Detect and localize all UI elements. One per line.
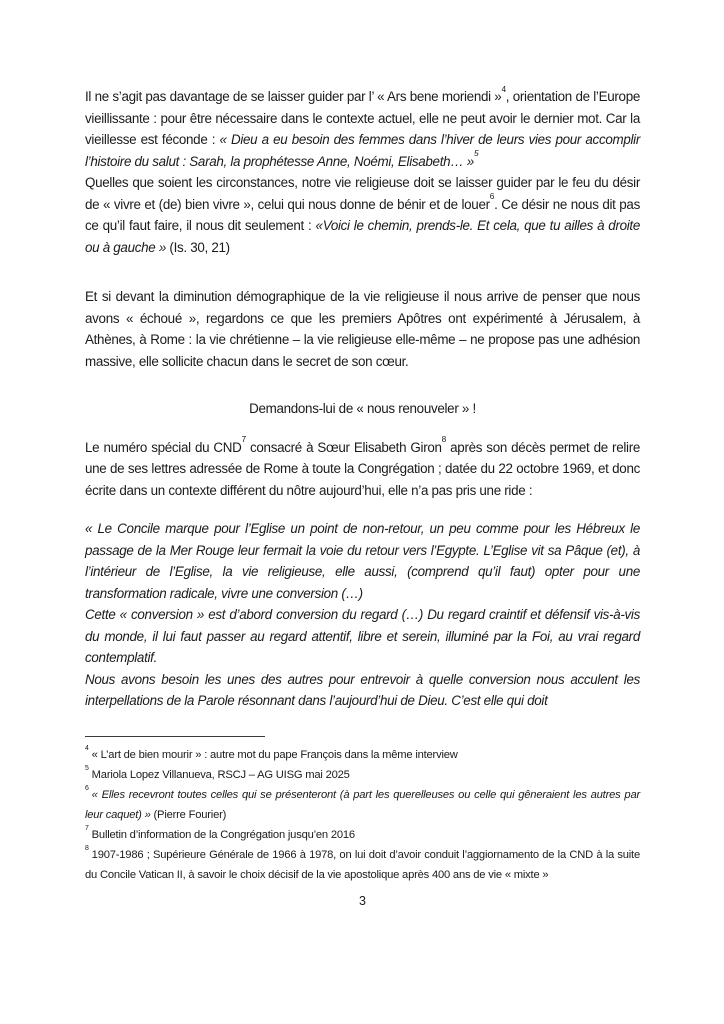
footnote-marker-6: 6 — [85, 784, 89, 792]
footnote-ref-4: 4 — [501, 83, 506, 94]
text-run: Le numéro spécial du CND — [85, 439, 242, 455]
footnote-attribution: (Pierre Fourier) — [153, 808, 227, 821]
quote-run: «Voici le chemin, prends-le. Et cela, que tu ailles à droite ou à gauche » — [85, 218, 640, 255]
paragraph-ars-bene-moriendi — [85, 83, 640, 172]
text-run: consacré à Sœur Elisabeth Giron — [245, 439, 442, 455]
footnote-marker-5: 5 — [85, 764, 89, 772]
quote-run: « Dieu a eu besoin des femmes dans l’hiver de leurs vies pour accomplir l’histoire du salut : Sarah, la prophétesse Anne, Noémi, Elisabeth… » — [85, 132, 640, 169]
footnote-marker-7: 7 — [85, 824, 89, 832]
footnote-marker-8: 8 — [85, 844, 89, 852]
paragraph-demandons — [85, 398, 640, 420]
footnote-7 — [85, 825, 640, 845]
quote-run: « Le Concile marque pour l’Eglise un point de non-retour, un peu comme pour les Hébreux le passage de la Mer Rouge leur fermait la voie du retour vers l’Egypte. L’Eglise vit sa Pâque (et), à l’intérieur de l’Eglise, la vie religieuse, elle aussi, (comprend qu’il faut) opter pour une transformation radicale, vivre une conversion (…) — [85, 521, 640, 601]
footnote-ref-8: 8 — [441, 434, 446, 445]
scripture-reference: (Is. 30, 21) — [169, 239, 230, 255]
footnote-text: « L’art de bien mourir » : autre mot du pape François dans la même interview — [91, 748, 458, 761]
footnote-separator — [85, 736, 265, 737]
quote-paragraph-concile — [85, 518, 640, 604]
text-run: . Ce désir ne nous dit pas ce qu’il faut faire, il nous dit seulement : — [85, 196, 640, 233]
quote-paragraph-besoin — [85, 669, 640, 712]
footnote-text: 1907-1986 ; Supérieure Générale de 1966 à 1978, on lui doit d’avoir conduit l’aggiornamento de la CND à la suite du Concile Vatican II, à savoir le choix décisif de la vie apostolique après 400 ans de vie « mixte » — [85, 848, 640, 881]
footnote-ref-6: 6 — [489, 191, 495, 202]
footnote-ref-5: 5 — [473, 148, 479, 159]
footnotes-section — [85, 745, 640, 885]
footnote-6 — [85, 785, 640, 825]
text-run: Il ne s’agit pas davantage de se laisser guider par l’ « Ars bene moriendi » — [85, 89, 502, 104]
paragraph-spacer — [85, 258, 640, 286]
paragraph-numero-special — [85, 434, 640, 502]
footnote-quote: « Elles recevront toutes celles qui se présenteront (à part les querelleuses ou celle qui gêneraient les autres par leur caquet) » — [85, 788, 640, 821]
quote-run: Cette « conversion » est d’abord conversion du regard (…) Du regard craintif et défensif vis-à-vis du monde, il lui faut passer au regard attentif, libre et serein, illuminé par la Foi, au vrai regard contemplatif. — [85, 607, 640, 665]
paragraph-spacer — [85, 420, 640, 437]
footnote-text: Bulletin d’information de la Congrégation jusqu’en 2016 — [91, 828, 355, 841]
page-number: 3 — [359, 893, 366, 908]
quote-paragraph-conversion — [85, 604, 640, 669]
centered-line: Demandons-lui de « nous renouveler » ! — [249, 401, 476, 416]
paragraph-spacer — [85, 372, 640, 398]
footnote-text: Mariola Lopez Villanueva, RSCJ – AG UISG mai 2025 — [91, 768, 350, 781]
paragraph-spacer — [85, 501, 640, 518]
quote-run: Nous avons besoin les unes des autres pour entrevoir à quelle conversion nous acculent les interpellations de la Parole résonnant dans l’aujourd’hui de Dieu. C’est elle qui doit — [85, 671, 640, 708]
text-run: Quelles que soient les circonstances, notre vie religieuse doit se laisser guider par le feu du désir de « vivre et (de) bien vivre », celui qui nous donne de bénir et de louer — [85, 175, 640, 212]
paragraph-circonstances — [85, 172, 640, 258]
footnote-marker-4: 4 — [85, 744, 89, 752]
footnote-8 — [85, 845, 640, 885]
text-run: Et si devant la diminution démographique de la vie religieuse il nous arrive de penser que nous avons « échoué », regardons ce que les premiers Apôtres ont expérimenté à Jérusalem, à Athènes, à Rome : la vie chrétienne – la vie religieuse elle-même – ne propose pas une adhésion massive, elle sollicite chacun dans le secret de son cœur. — [85, 289, 640, 369]
footnote-4 — [85, 745, 640, 765]
footnote-5 — [85, 765, 640, 785]
paragraph-diminution — [85, 286, 640, 372]
footnote-ref-7: 7 — [241, 434, 246, 445]
text-run: , orientation de l’Europe vieillissante : pour être nécessaire dans le contexte actuel, elle ne peut avoir le dernier mot. Car la vieillesse est féconde : — [85, 89, 640, 147]
text-run: après son décès permet de relire une de ses lettres adressée de Rome à toute la Congrégation ; datée du 22 octobre 1969, et donc écrite dans un contexte différent du nôtre aujourd’hui, elle n’a pas pris une ride : — [85, 439, 640, 498]
